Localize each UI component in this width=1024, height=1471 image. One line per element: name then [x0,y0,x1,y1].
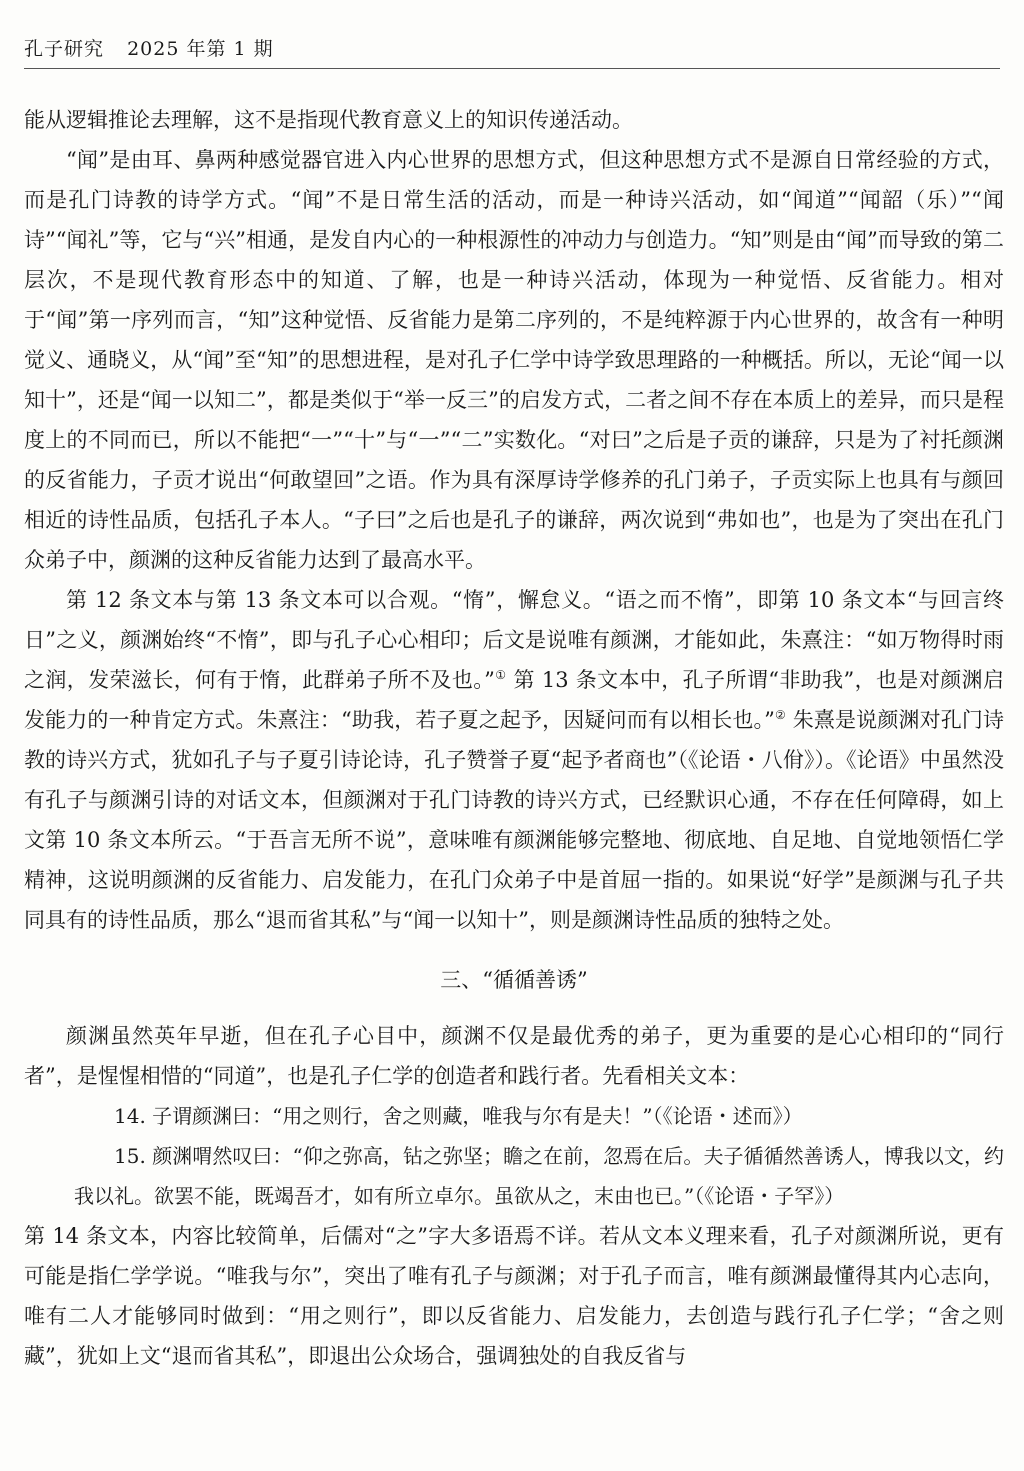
quoted-text-14: 14. 子谓颜渊曰：“用之则行，舍之则藏，唯我与尔有是夫！”（《论语・述而》） [114,1104,803,1128]
paragraph: “闻”是由耳、鼻两种感觉器官进入内心世界的思想方式，但这种思想方式不是源自日常经验的方式，而是孔门诗教的诗学方式。“闻”不是日常生活的活动，而是一种诗兴活动，如“闻道”“闻韶（乐）”“闻诗”“闻礼”等，它与“兴”相通，是发自内心的一种根源性的冲动力与创造力。“知”则是由“闻”而导致的第二层次，不是现代教育形态中的知道、了解，也是一种诗兴活动，体现为一种觉悟、反省能力。相对于“闻”第一序列而言，“知”这种觉悟、反省能力是第二序列的，不是纯粹源于内心世界的，故含有一种明觉义、通晓义，从“闻”至“知”的思想进程，是对孔子仁学中诗学致思理路的一种概括。所以，无论“闻一以知十”，还是“闻一以知二”，都是类似于“举一反三”的启发方式，二者之间不存在本质上的差异，而只是程度上的不同而已，所以不能把“一”“十”与“一”“二”实数化。“对曰”之后是子贡的谦辞，只是为了衬托颜渊的反省能力，子贡才说出“何敢望回”之语。作为具有深厚诗学修养的孔门弟子，子贡实际上也具有与颜回相近的诗性品质，包括孔子本人。“子曰”之后也是孔子的谦辞，两次说到“弗如也”，也是为了突出在孔门众弟子中，颜渊的这种反省能力达到了最高水平。 [24,148,1004,572]
quoted-texts [24,1096,1004,1216]
paragraph-text: 朱熹是说颜渊对孔门诗教的诗兴方式，犹如孔子与子夏引诗论诗，孔子赞誉子夏“起予者商也”（《论语・八佾》）。《论语》中虽然没有孔子与颜渊引诗的对话文本，但颜渊对于孔门诗教的诗兴方式，已经默识心通，不存在任何障碍，如上文第 10 条文本所云。“于吾言无所不说”，意味唯有颜渊能够完整地、彻底地、自足地、自觉地领悟仁学精神，这说明颜渊的反省能力、启发能力，在孔门众弟子中是首屈一指的。如果说“好学”是颜渊与孔子共同具有的诗性品质，那么“退而省其私”与“闻一以知十”，则是颜渊诗性品质的独特之处。 [24,708,1004,932]
paragraph-text: 第 12 条文本与第 13 条文本可以合观。“惰”，懈怠义。“语之而不惰”，即第 10 条文本“与回言终日”之义，颜渊始终“不惰”，即与孔子心心相印；后文是说唯有颜渊，才能如此，朱熹注：“如万物得时雨之润，发荣滋长，何有于惰，此群弟子所不及也。” [24,588,1004,692]
running-header [24,34,1000,69]
footnote-ref[interactable]: ② [774,708,786,722]
article-body [24,100,1004,1376]
paragraph: 颜渊虽然英年早逝，但在孔子心目中，颜渊不仅是最优秀的弟子，更为重要的是心心相印的“同行者”，是惺惺相惜的“同道”，也是孔子仁学的创造者和践行者。先看相关文本： [24,1024,1004,1088]
quoted-text-15: 15. 颜渊喟然叹曰：“仰之弥高，钻之弥坚；瞻之在前，忽焉在后。夫子循循然善诱人，博我以文，约我以礼。欲罢不能，既竭吾才，如有所立卓尔。虽欲从之，末由也已。”（《论语・子罕》） [74,1144,1004,1208]
journal-name: 孔子研究 [24,38,105,60]
paragraph [24,580,1004,940]
footnote-ref[interactable]: ① [494,668,507,682]
section-heading: 三、“循循善诱” [440,968,588,992]
issue-number: 2025 年第 1 期 [127,38,274,60]
paragraph: 能从逻辑推论去理解，这不是指现代教育意义上的知识传递活动。 [24,108,633,132]
paragraph-text: 第 13 条文本中，孔子所谓“非助我”，也是对颜渊启发能力的一种肯定方式。朱熹注：“助我，若子夏之起予，因疑问而有以相长也。” [24,668,1004,732]
paragraph: 第 14 条文本，内容比较简单，后儒对“之”字大多语焉不详。若从文本义理来看，孔子对颜渊所说，更有可能是指仁学学说。“唯我与尔”，突出了唯有孔子与颜渊；对于孔子而言，唯有颜渊最懂得其内心志向，唯有二人才能够同时做到：“用之则行”，即以反省能力、启发能力，去创造与践行孔子仁学；“舍之则藏”，犹如上文“退而省其私”，即退出公众场合，强调独处的自我反省与 [24,1224,1004,1368]
